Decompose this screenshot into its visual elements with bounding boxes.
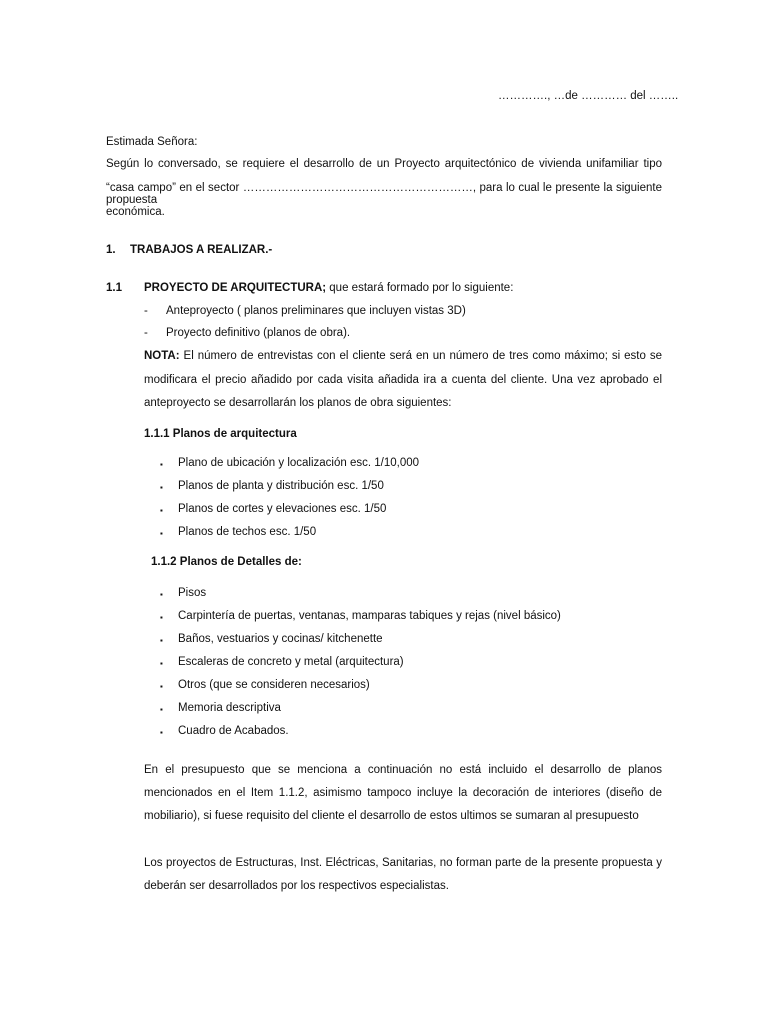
- paragraph-1-line-3: mobiliario), si fuese requisito del cliente el desarrollo de estos ultimos se sumaran al presupuesto: [144, 810, 639, 822]
- dash-item: Proyecto definitivo (planos de obra).: [166, 327, 351, 339]
- intro-line-2: “casa campo” en el sector ……………………………………………………, para lo cual le presente la siguiente propuesta: [106, 182, 662, 206]
- list-item: Carpintería de puertas, ventanas, mamparas tabiques y rejas (nivel básico): [178, 610, 561, 622]
- bullet-marker: ▪: [160, 529, 163, 538]
- nota-line-1: NOTA: El número de entrevistas con el cliente será en un número de tres como máximo; si esto se: [144, 350, 662, 362]
- bullet-marker: ▪: [160, 728, 163, 737]
- bullet-marker: ▪: [160, 483, 163, 492]
- dash-marker: -: [144, 327, 148, 339]
- intro-line-3: económica.: [106, 206, 165, 218]
- intro-line-1: Según lo conversado, se requiere el desarrollo de un Proyecto arquitectónico de vivienda unifamiliar tipo: [106, 158, 662, 170]
- list-item: Planos de cortes y elevaciones esc. 1/50: [178, 503, 387, 515]
- list-item: Otros (que se consideren necesarios): [178, 679, 370, 691]
- list-item: Pisos: [178, 587, 207, 599]
- dash-item: Anteproyecto ( planos preliminares que incluyen vistas 3D): [166, 305, 466, 317]
- bullet-marker: ▪: [160, 590, 163, 599]
- section-1-1-title: PROYECTO DE ARQUITECTURA;: [144, 282, 327, 294]
- section-1-1-heading: [144, 282, 513, 294]
- bullet-marker: ▪: [160, 659, 163, 668]
- section-1-1-title-rest: que estará formado por lo siguiente:: [326, 282, 514, 294]
- bullet-marker: ▪: [160, 506, 163, 515]
- list-item: Plano de ubicación y localización esc. 1/10,000: [178, 457, 420, 469]
- paragraph-1-line-1: En el presupuesto que se menciona a continuación no está incluido el desarrollo de planos: [144, 764, 662, 776]
- dash-marker: -: [144, 305, 148, 317]
- bullet-marker: ▪: [160, 613, 163, 622]
- paragraph-2-line-1: Los proyectos de Estructuras, Inst. Eléctricas, Sanitarias, no forman parte de la presente propuesta y: [144, 857, 662, 869]
- section-1-1-1-title: 1.1.1 Planos de arquitectura: [144, 428, 297, 440]
- bullet-marker: ▪: [160, 460, 163, 469]
- list-item: Planos de planta y distribución esc. 1/50: [178, 480, 384, 492]
- nota-line-3: anteproyecto se desarrollarán los planos de obra siguientes:: [144, 397, 452, 409]
- list-item: Memoria descriptiva: [178, 702, 281, 714]
- section-1-title: TRABAJOS A REALIZAR.-: [130, 244, 273, 256]
- list-item: Escaleras de concreto y metal (arquitectura): [178, 656, 404, 668]
- nota-label: NOTA:: [144, 350, 180, 362]
- list-item: Cuadro de Acabados.: [178, 725, 289, 737]
- bullet-marker: ▪: [160, 636, 163, 645]
- nota-line-2: modificara el precio añadido por cada visita añadida ira a cuenta del cliente. Una vez aprobado el: [144, 374, 662, 386]
- section-1-1-number: 1.1: [106, 282, 122, 294]
- bullet-marker: ▪: [160, 705, 163, 714]
- date-line: …………., …de ………… del ……..: [498, 90, 679, 102]
- bullet-marker: ▪: [160, 682, 163, 691]
- paragraph-2-line-2: deberán ser desarrollados por los respectivos especialistas.: [144, 880, 449, 892]
- salutation: Estimada Señora:: [106, 136, 198, 148]
- list-item: Baños, vestuarios y cocinas/ kitchenette: [178, 633, 383, 645]
- list-item: Planos de techos esc. 1/50: [178, 526, 317, 538]
- section-1-1-2-title: 1.1.2 Planos de Detalles de:: [151, 556, 302, 568]
- paragraph-1-line-2: mencionados en el Item 1.1.2, asimismo tampoco incluye la decoración de interiores (diseño de: [144, 787, 662, 799]
- section-1-number: 1.: [106, 244, 116, 256]
